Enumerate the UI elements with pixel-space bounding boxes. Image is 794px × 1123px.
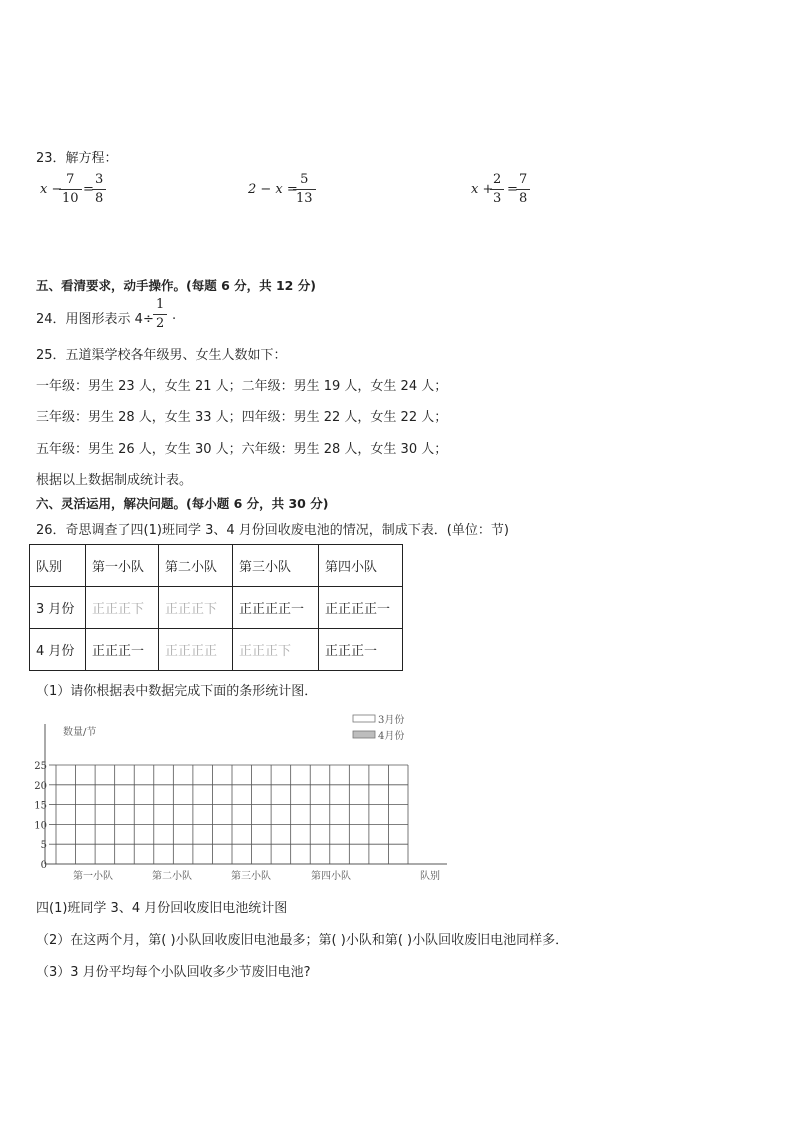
- y-tick-label: 5: [40, 840, 47, 852]
- legend-label-march: 3月份: [378, 715, 405, 726]
- x-tick-label: 第一小队: [73, 871, 113, 882]
- table-row: [30, 629, 403, 671]
- tally-cell: 正正正下: [233, 629, 319, 671]
- tally-table: [29, 544, 403, 671]
- y-tick-label: 20: [34, 780, 47, 792]
- tally-cell: 正正正下: [86, 587, 159, 629]
- tally-cell: 正正正下: [159, 587, 233, 629]
- table-header-cell: 第二小队: [159, 545, 233, 587]
- q25-task: 根据以上数据制成统计表。: [36, 473, 193, 488]
- y-axis-label: 数量/节: [63, 727, 97, 738]
- y-tick-label: 10: [34, 820, 47, 832]
- q24-fraction: 1 2: [153, 297, 167, 332]
- q26-sub3: （3）3 月份平均每个小队回收多少节废旧电池?: [36, 965, 311, 980]
- q26-sub2: （2）在这两个月，第( )小队回收废旧电池最多；第( )小队和第( )小队回收废旧电池同样多．: [36, 933, 569, 948]
- q25-line-3: 五年级：男生 26 人，女生 30 人；六年级：男生 28 人，女生 30 人；: [36, 442, 448, 457]
- q24-suffix: .: [172, 308, 177, 323]
- table-header-cell: 第四小队: [319, 545, 403, 587]
- table-header-row: [30, 545, 403, 587]
- tally-cell: 正正正正一: [319, 587, 403, 629]
- q26-sub1: （1）请你根据表中数据完成下面的条形统计图．: [36, 684, 318, 699]
- q26-title: 26．奇思调查了四(1)班同学 3、4 月份回收废电池的情况，制成下表．(单位：节): [36, 523, 509, 538]
- q24-prefix: 24．用图形表示 4÷: [36, 312, 154, 327]
- bar-chart: [27, 710, 452, 886]
- eq1-lhs: x −: [40, 182, 63, 197]
- chart-caption: 四(1)班同学 3、4 月份回收废旧电池统计图: [36, 901, 288, 916]
- legend-swatch-march: [353, 715, 375, 722]
- tally-cell: 正正正一: [319, 629, 403, 671]
- eq1-fraction-b: 3 8: [92, 172, 106, 207]
- eq3-fraction-b: 7 8: [516, 172, 530, 207]
- eq3-fraction-a: 2 3: [490, 172, 504, 207]
- table-header-cell: 第一小队: [86, 545, 159, 587]
- eq1-fraction-a: 7 10: [59, 172, 82, 207]
- eq2-fraction: 5 13: [293, 172, 316, 207]
- y-tick-label: 15: [34, 800, 47, 812]
- table-header-cell: 第三小队: [233, 545, 319, 587]
- x-tick-label: 第二小队: [152, 871, 192, 882]
- row-label: 3 月份: [30, 587, 86, 629]
- x-tick-label: 第四小队: [311, 871, 351, 882]
- tally-cell: 正正正正: [159, 629, 233, 671]
- y-tick-label: 0: [40, 860, 47, 871]
- legend-swatch-april: [353, 731, 375, 738]
- q25-line-2: 三年级：男生 28 人，女生 33 人；四年级：男生 22 人，女生 22 人；: [36, 410, 448, 425]
- table-row: [30, 587, 403, 629]
- y-tick-label: 25: [34, 761, 47, 772]
- section-5-heading: 五、看清要求，动手操作。(每题 6 分，共 12 分): [36, 278, 316, 293]
- tally-cell: 正正正正一: [233, 587, 319, 629]
- q23-title: 23．解方程：: [36, 151, 118, 166]
- x-tick-label: 第三小队: [231, 871, 271, 882]
- x-axis-label: 队别: [420, 871, 440, 882]
- eq1-equals: =: [83, 182, 94, 197]
- table-header-cell: 队别: [30, 545, 86, 587]
- section-6-heading: 六、灵活运用，解决问题。(每小题 6 分，共 30 分): [36, 496, 329, 511]
- q25-title: 25．五道渠学校各年级男、女生人数如下：: [36, 348, 287, 363]
- row-label: 4 月份: [30, 629, 86, 671]
- tally-cell: 正正正一: [86, 629, 159, 671]
- eq3-equals: =: [507, 182, 518, 197]
- legend-label-april: 4月份: [378, 731, 405, 742]
- q25-line-1: 一年级：男生 23 人，女生 21 人；二年级：男生 19 人，女生 24 人；: [36, 379, 448, 394]
- eq2-lhs: 2 − x =: [248, 182, 298, 197]
- eq3-lhs: x +: [471, 182, 494, 197]
